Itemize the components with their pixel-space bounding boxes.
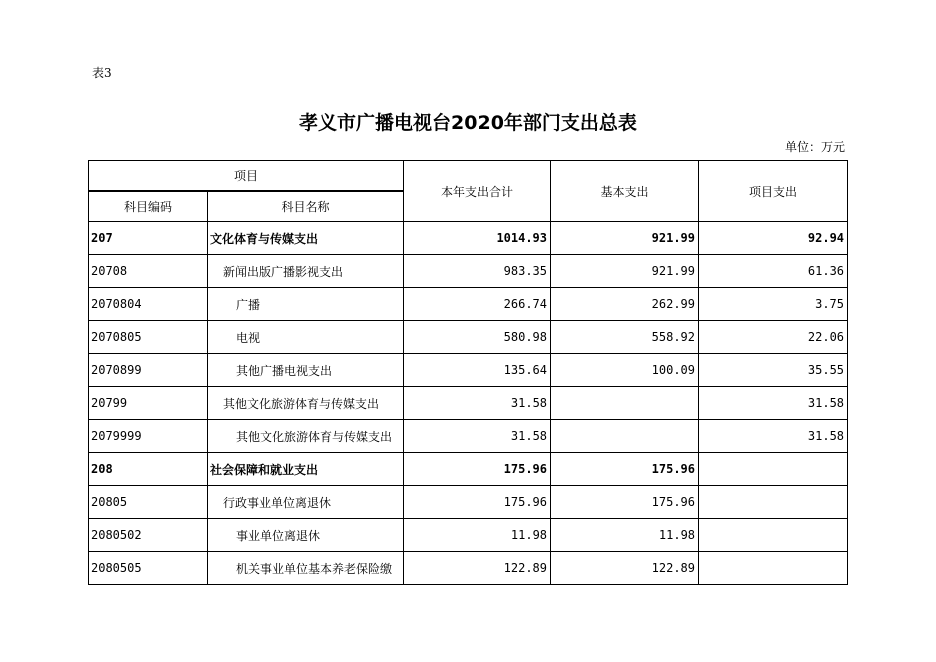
row-total: 175.96	[404, 453, 551, 486]
table-row	[89, 288, 848, 321]
name-header: 科目名称	[208, 191, 404, 222]
row-name: 广播	[208, 288, 404, 321]
unit-label: 单位：万元	[784, 140, 845, 154]
table-row	[89, 420, 848, 453]
table-row	[89, 552, 848, 585]
row-name: 社会保障和就业支出	[208, 453, 404, 486]
row-basic	[551, 420, 699, 453]
row-project: 35.55	[699, 354, 848, 387]
table-row	[89, 387, 848, 420]
page-title: 孝义市广播电视台2020年部门支出总表	[299, 112, 637, 134]
row-code: 208	[89, 453, 208, 486]
expenditure-table	[88, 160, 848, 585]
row-code: 2070805	[89, 321, 208, 354]
row-total: 31.58	[404, 387, 551, 420]
row-total: 580.98	[404, 321, 551, 354]
row-basic: 175.96	[551, 453, 699, 486]
row-basic: 122.89	[551, 552, 699, 585]
row-name: 新闻出版广播影视支出	[208, 255, 404, 288]
row-project: 31.58	[699, 420, 848, 453]
table-row	[89, 354, 848, 387]
row-basic: 175.96	[551, 486, 699, 519]
row-project: 61.36	[699, 255, 848, 288]
row-total: 175.96	[404, 486, 551, 519]
table-row	[89, 222, 848, 255]
row-code: 2079999	[89, 420, 208, 453]
row-total: 11.98	[404, 519, 551, 552]
project-header: 项目	[89, 161, 404, 192]
row-basic: 921.99	[551, 255, 699, 288]
row-total: 266.74	[404, 288, 551, 321]
row-total: 31.58	[404, 420, 551, 453]
row-code: 2080505	[89, 552, 208, 585]
row-basic: 100.09	[551, 354, 699, 387]
row-total: 983.35	[404, 255, 551, 288]
row-project	[699, 519, 848, 552]
row-code: 207	[89, 222, 208, 255]
row-total: 1014.93	[404, 222, 551, 255]
row-project	[699, 552, 848, 585]
row-name: 电视	[208, 321, 404, 354]
table-row	[89, 453, 848, 486]
row-name: 其他广播电视支出	[208, 354, 404, 387]
total-header: 本年支出合计	[404, 161, 551, 222]
row-project: 22.06	[699, 321, 848, 354]
row-project: 31.58	[699, 387, 848, 420]
row-basic	[551, 387, 699, 420]
row-project: 92.94	[699, 222, 848, 255]
row-basic: 262.99	[551, 288, 699, 321]
project-expenditure-header: 项目支出	[699, 161, 848, 222]
row-name: 机关事业单位基本养老保险缴	[208, 552, 404, 585]
row-code: 20708	[89, 255, 208, 288]
row-name: 其他文化旅游体育与传媒支出	[208, 387, 404, 420]
row-project	[699, 453, 848, 486]
row-code: 2070899	[89, 354, 208, 387]
basic-header: 基本支出	[551, 161, 699, 222]
table-row	[89, 486, 848, 519]
row-project	[699, 486, 848, 519]
table-number: 表3	[92, 66, 112, 80]
table-row	[89, 321, 848, 354]
row-project: 3.75	[699, 288, 848, 321]
row-name: 其他文化旅游体育与传媒支出	[208, 420, 404, 453]
row-name: 行政事业单位离退休	[208, 486, 404, 519]
row-name: 文化体育与传媒支出	[208, 222, 404, 255]
row-total: 122.89	[404, 552, 551, 585]
code-header: 科目编码	[89, 191, 208, 222]
row-total: 135.64	[404, 354, 551, 387]
table-row	[89, 519, 848, 552]
row-basic: 558.92	[551, 321, 699, 354]
row-code: 2070804	[89, 288, 208, 321]
table-row	[89, 255, 848, 288]
row-basic: 921.99	[551, 222, 699, 255]
row-code: 20805	[89, 486, 208, 519]
row-code: 20799	[89, 387, 208, 420]
row-name: 事业单位离退休	[208, 519, 404, 552]
row-basic: 11.98	[551, 519, 699, 552]
row-code: 2080502	[89, 519, 208, 552]
